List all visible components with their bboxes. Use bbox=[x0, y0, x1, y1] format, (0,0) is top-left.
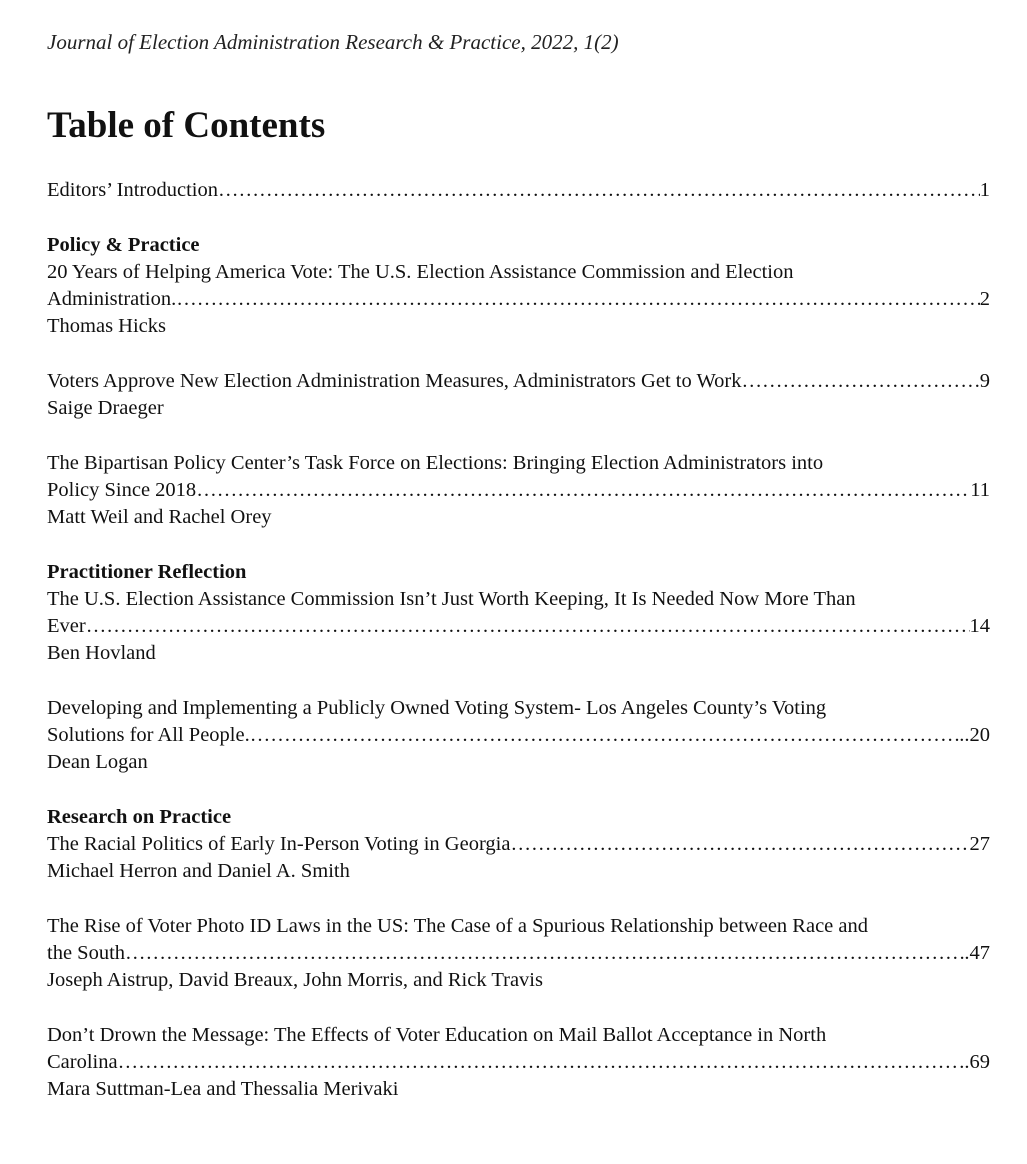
page-number: 2 bbox=[979, 288, 990, 310]
page-number: 27 bbox=[969, 833, 990, 855]
dot-leader bbox=[118, 1049, 960, 1076]
section-heading-research-on-practice: Research on Practice bbox=[47, 806, 232, 828]
entry-authors: Dean Logan bbox=[47, 751, 148, 773]
entry-title: the South bbox=[47, 942, 126, 964]
page-number: ..20 bbox=[959, 724, 990, 746]
toc-entry-line[interactable] bbox=[47, 368, 990, 395]
entry-title: Policy Since 2018 bbox=[47, 479, 197, 501]
dot-leader bbox=[742, 368, 980, 395]
toc-entry-line[interactable] bbox=[47, 722, 990, 749]
entry-title-line[interactable]: 20 Years of Helping America Vote: The U.S. Election Assistance Commission and Election bbox=[47, 261, 794, 283]
entry-authors: Michael Herron and Daniel A. Smith bbox=[47, 860, 350, 882]
entry-authors: Thomas Hicks bbox=[47, 315, 166, 337]
page-number: 1 bbox=[979, 179, 990, 201]
dot-leader bbox=[196, 477, 970, 504]
toc-entry-line[interactable] bbox=[47, 1049, 990, 1076]
entry-title-line[interactable]: The Rise of Voter Photo ID Laws in the US: The Case of a Spurious Relationship between Race and bbox=[47, 915, 869, 937]
entry-title-line[interactable]: The Bipartisan Policy Center’s Task Force on Elections: Bringing Election Administrators into bbox=[47, 452, 824, 474]
page-title: Table of Contents bbox=[47, 105, 326, 146]
toc-entry-line[interactable] bbox=[47, 477, 990, 504]
entry-title: Ever bbox=[47, 615, 86, 637]
dot-leader bbox=[125, 940, 964, 967]
entry-title-line[interactable]: The U.S. Election Assistance Commission Isn’t Just Worth Keeping, It Is Needed Now More Than bbox=[47, 588, 856, 610]
toc-entry-line[interactable] bbox=[47, 286, 990, 313]
entry-title: The Racial Politics of Early In-Person Voting in Georgia bbox=[47, 833, 511, 855]
page-number: 9 bbox=[979, 370, 990, 392]
page-number: 14 bbox=[969, 615, 990, 637]
toc-entry-line[interactable] bbox=[47, 940, 990, 967]
toc-entry-line[interactable] bbox=[47, 831, 990, 858]
entry-authors: Ben Hovland bbox=[47, 642, 156, 664]
entry-title: Administration. bbox=[47, 288, 177, 310]
toc-entry-line[interactable] bbox=[47, 613, 990, 640]
dot-leader bbox=[250, 722, 960, 749]
dot-leader bbox=[510, 831, 969, 858]
entry-title-line[interactable]: Don’t Drown the Message: The Effects of Voter Education on Mail Ballot Acceptance in North bbox=[47, 1024, 827, 1046]
entry-title: Carolina bbox=[47, 1051, 118, 1073]
section-heading-practitioner-reflection: Practitioner Reflection bbox=[47, 561, 247, 583]
page-number: .47 bbox=[964, 942, 990, 964]
entry-title: Solutions for All People. bbox=[47, 724, 250, 746]
entry-title: Voters Approve New Election Administration Measures, Administrators Get to Work bbox=[47, 370, 742, 392]
entry-authors: Mara Suttman-Lea and Thessalia Merivaki bbox=[47, 1078, 399, 1100]
page-number: ..69 bbox=[959, 1051, 990, 1073]
section-heading-policy-practice: Policy & Practice bbox=[47, 234, 200, 256]
dot-leader bbox=[86, 613, 970, 640]
entry-authors: Matt Weil and Rachel Orey bbox=[47, 506, 272, 528]
entry-title-line[interactable]: Developing and Implementing a Publicly Owned Voting System- Los Angeles County’s Voting bbox=[47, 697, 827, 719]
toc-entry-editors-introduction[interactable] bbox=[47, 177, 990, 204]
journal-running-head: Journal of Election Administration Research & Practice, 2022, 1(2) bbox=[47, 30, 619, 54]
entry-authors: Joseph Aistrup, David Breaux, John Morris, and Rick Travis bbox=[47, 969, 543, 991]
dot-leader bbox=[218, 177, 980, 204]
page-number: 11 bbox=[970, 479, 990, 501]
entry-title: Editors’ Introduction bbox=[47, 179, 218, 201]
dot-leader bbox=[176, 286, 979, 313]
entry-authors: Saige Draeger bbox=[47, 397, 164, 419]
